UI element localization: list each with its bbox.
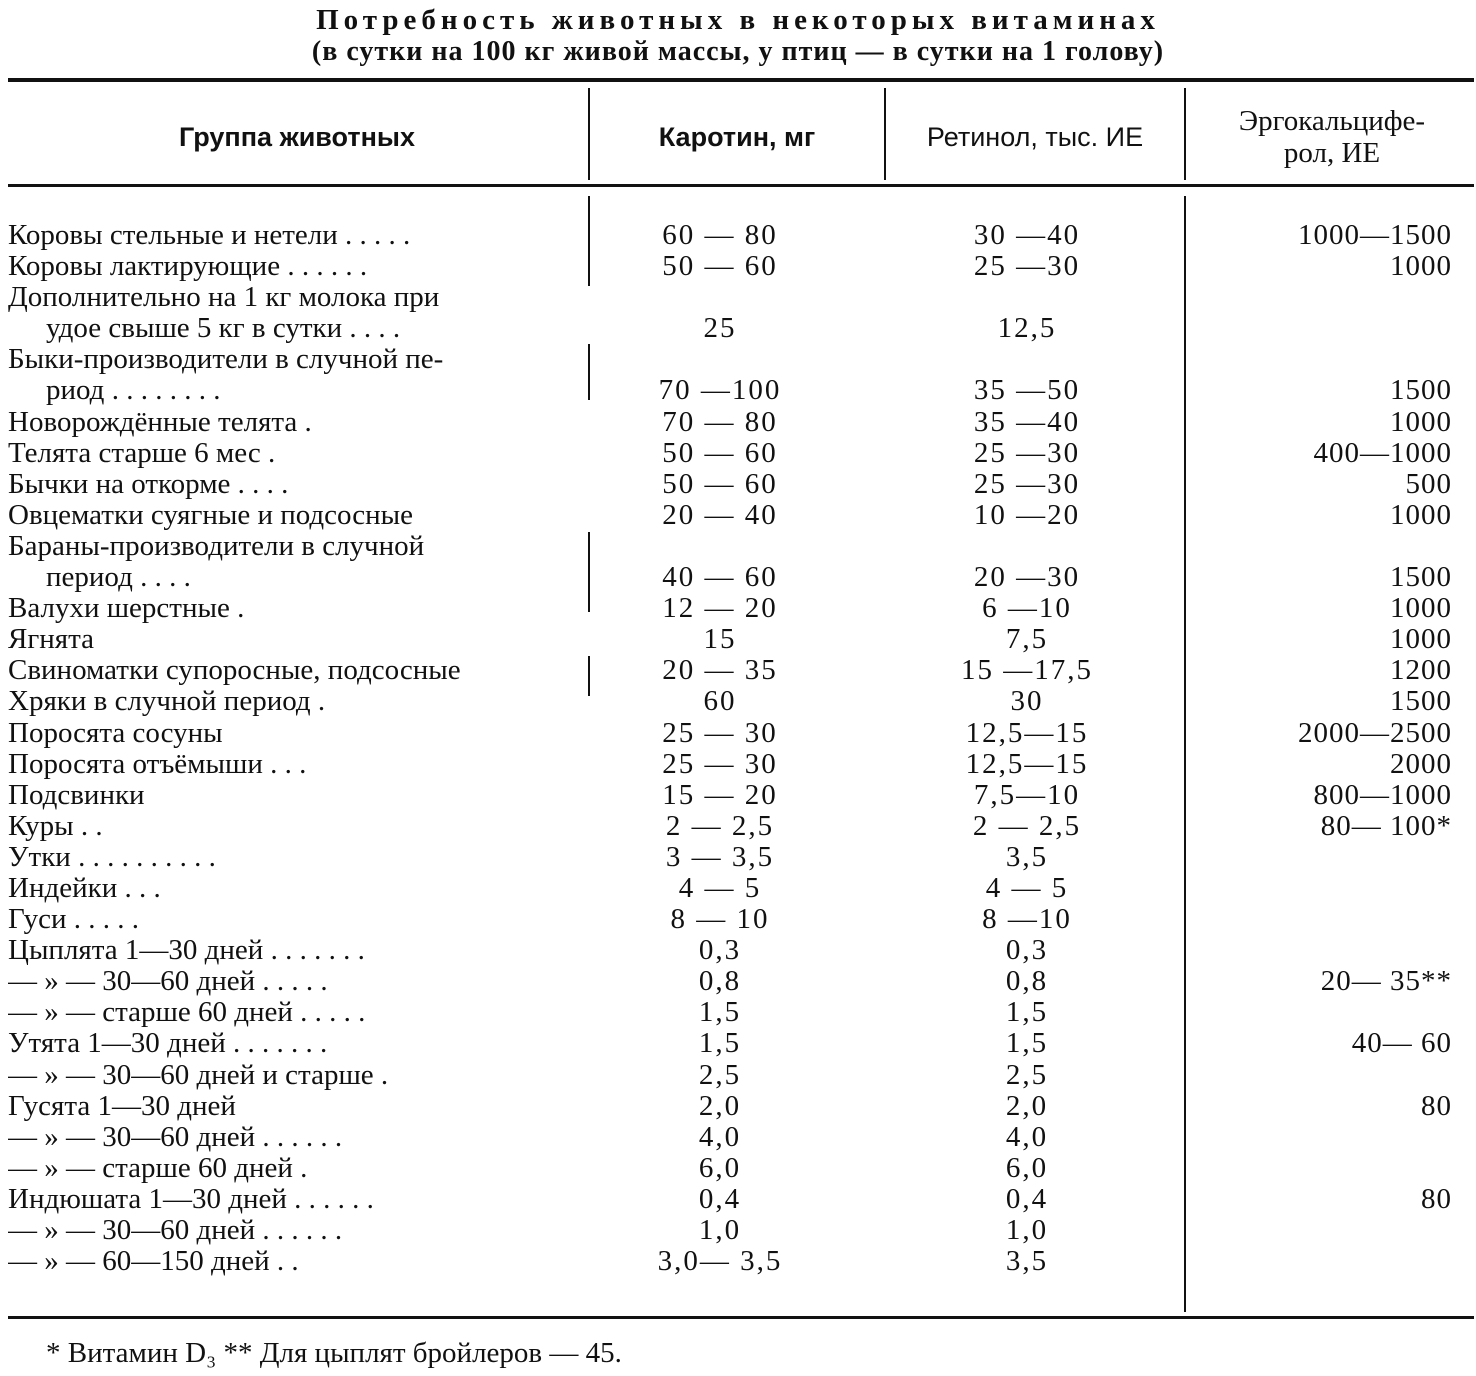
header-carotene: [592, 90, 882, 184]
row-ergocalciferol: 2000—2500: [1298, 716, 1452, 749]
row-retinol: 35 —40: [973, 405, 1081, 438]
table-row: [0, 749, 1476, 780]
page-title: Потребность животных в некоторых витаминах: [316, 4, 1160, 36]
table-row: [0, 1215, 1476, 1246]
row-ergocalciferol: 1200: [1390, 654, 1452, 687]
row-name: Бараны-производители в случной: [8, 530, 425, 562]
header-retinol-label: Ретинол, тыс. ИЕ: [926, 122, 1144, 152]
row-name: Утки . . . . . . . . . .: [8, 841, 216, 873]
row-retinol: 25 —30: [973, 467, 1081, 500]
row-carotene: 60: [703, 685, 737, 718]
row-name: Поросята отъёмыши . . .: [8, 748, 307, 780]
table-body: [0, 220, 1476, 1277]
row-retinol: 0,8: [1005, 965, 1049, 998]
table-row: [0, 438, 1476, 469]
row-name: — » — 30—60 дней . . . . .: [8, 966, 328, 998]
row-carotene: 4,0: [698, 1120, 742, 1153]
row-carotene: 2 — 2,5: [665, 809, 775, 842]
row-name: — » — старше 60 дней .: [8, 1152, 308, 1184]
header-ergocalciferol: [1188, 90, 1476, 184]
row-name: Овцематки суягные и подсосные: [8, 499, 414, 531]
row-retinol: 1,0: [1005, 1214, 1049, 1246]
table-top-rule: [8, 78, 1474, 82]
row-ergocalciferol: 80: [1421, 1182, 1452, 1215]
row-name: — » — 60—150 дней . .: [8, 1246, 299, 1278]
row-retinol: 0,3: [1005, 934, 1049, 967]
row-ergocalciferol: 20— 35**: [1320, 965, 1452, 998]
footnote: * Витамин D₃ ** Для цыплят бройлеров — 45.: [46, 1337, 622, 1369]
header-ergocalciferol-label: Эргокальцифе- рол, ИЕ: [1238, 105, 1426, 169]
header-group: [8, 90, 586, 184]
row-retinol: 15 —17,5: [961, 654, 1093, 687]
table-row: [0, 1091, 1476, 1122]
row-name: Дополнительно на 1 кг молока при: [8, 282, 440, 314]
row-carotene: 2,0: [698, 1089, 742, 1122]
row-ergocalciferol: 1000: [1390, 592, 1452, 625]
header-group-label: Группа животных: [179, 122, 415, 152]
table-row: [0, 904, 1476, 935]
row-retinol: 4,0: [1005, 1120, 1049, 1153]
row-name: Утята 1—30 дней . . . . . . .: [8, 1028, 328, 1060]
table-row: [0, 1153, 1476, 1184]
row-retinol: 1,5: [1005, 1027, 1049, 1060]
row-carotene: 1,0: [698, 1214, 742, 1246]
row-name: Индейки . . .: [8, 872, 161, 904]
row-ergocalciferol: 1500: [1390, 561, 1452, 594]
row-ergocalciferol: 1000: [1390, 250, 1452, 283]
table-row: [0, 966, 1476, 997]
table-row: [0, 842, 1476, 873]
row-retinol: 4 — 5: [985, 871, 1069, 904]
row-carotene: 2,5: [698, 1058, 742, 1091]
row-ergocalciferol: 1500: [1390, 374, 1452, 407]
row-ergocalciferol: 500: [1405, 467, 1452, 500]
row-carotene: 0,4: [698, 1182, 742, 1215]
row-ergocalciferol: 1000—1500: [1298, 219, 1452, 251]
table-row: [0, 1246, 1476, 1277]
row-carotene: 15 — 20: [662, 778, 778, 811]
row-name: Новорождённые телята .: [8, 406, 312, 438]
row-name: Индюшата 1—30 дней . . . . . .: [8, 1183, 374, 1215]
row-retinol: 12,5: [997, 312, 1057, 345]
row-carotene: 3 — 3,5: [665, 840, 775, 873]
row-retinol: 20 —30: [973, 561, 1081, 594]
row-retinol: 2 — 2,5: [972, 809, 1082, 842]
row-name: Куры . .: [8, 810, 103, 842]
row-retinol: 12,5—15: [965, 747, 1089, 780]
row-retinol: 0,4: [1005, 1182, 1049, 1215]
row-ergocalciferol: 1500: [1390, 685, 1452, 718]
row-carotene: 8 — 10: [670, 903, 770, 936]
row-retinol: 10 —20: [973, 498, 1081, 531]
row-carotene: 70 — 80: [662, 405, 778, 438]
row-carotene: 60 — 80: [662, 219, 778, 251]
row-name: Хряки в случной период .: [8, 686, 326, 718]
row-carotene: 4 — 5: [678, 871, 762, 904]
row-name: Коровы лактирующие . . . . . .: [8, 251, 368, 283]
table-bottom-rule: [8, 1316, 1474, 1319]
table-row: [0, 624, 1476, 655]
row-retinol: 30: [1010, 685, 1044, 718]
row-retinol: 3,5: [1005, 1245, 1049, 1278]
row-carotene: 50 — 60: [662, 467, 778, 500]
row-name: Гусята 1—30 дней: [8, 1090, 236, 1122]
row-carotene: 15: [703, 623, 737, 656]
row-retinol: 2,5: [1005, 1058, 1049, 1091]
table-row: [0, 469, 1476, 500]
table-row: [0, 655, 1476, 686]
table-row: [0, 780, 1476, 811]
row-ergocalciferol: 80: [1421, 1089, 1452, 1122]
row-carotene: 25: [703, 312, 737, 345]
row-name: Бычки на откорме . . . .: [8, 468, 289, 500]
row-name: Гуси . . . . .: [8, 904, 140, 936]
row-retinol: 7,5: [1005, 623, 1049, 656]
row-retinol: 25 —30: [973, 436, 1081, 469]
row-carotene: 1,5: [698, 1027, 742, 1060]
row-name: период . . . .: [46, 562, 191, 594]
row-carotene: 3,0— 3,5: [657, 1245, 783, 1278]
row-name: удое свыше 5 кг в сутки . . . .: [46, 313, 401, 345]
table-row: [0, 811, 1476, 842]
row-name: — » — старше 60 дней . . . . .: [8, 997, 366, 1029]
row-retinol: 2,0: [1005, 1089, 1049, 1122]
row-retinol: 1,5: [1005, 996, 1049, 1029]
row-name: Цыплята 1—30 дней . . . . . . .: [8, 935, 365, 967]
row-ergocalciferol: 40— 60: [1351, 1027, 1452, 1060]
row-retinol: 7,5—10: [973, 778, 1081, 811]
row-ergocalciferol: 400—1000: [1313, 436, 1452, 469]
row-carotene: 70 —100: [658, 374, 782, 407]
row-carotene: 20 — 35: [662, 654, 778, 687]
row-carotene: 25 — 30: [662, 747, 778, 780]
column-divider-2: [884, 88, 886, 180]
table-row: [0, 1122, 1476, 1153]
table-row: [0, 1184, 1476, 1215]
table-row: [0, 997, 1476, 1028]
table-row: [0, 935, 1476, 966]
row-name: риод . . . . . . . .: [46, 375, 221, 407]
row-retinol: 6,0: [1005, 1151, 1049, 1184]
header-carotene-label: Каротин, мг: [658, 122, 816, 152]
row-name: — » — 30—60 дней . . . . . .: [8, 1215, 343, 1246]
row-carotene: 6,0: [698, 1151, 742, 1184]
row-retinol: 6 —10: [982, 592, 1072, 625]
row-name: Валухи шерстные .: [8, 593, 245, 625]
row-retinol: 8 —10: [982, 903, 1072, 936]
table-row: [0, 686, 1476, 717]
table-row: [0, 220, 1476, 251]
row-carotene: 50 — 60: [662, 436, 778, 469]
row-name: Коровы стельные и нетели . . . . .: [8, 220, 411, 251]
table-row: [0, 718, 1476, 749]
header-bottom-rule: [8, 184, 1474, 187]
table-row: [0, 313, 1476, 344]
row-carotene: 12 — 20: [662, 592, 778, 625]
row-name: Телята старше 6 мес .: [8, 437, 276, 469]
row-ergocalciferol: 800—1000: [1313, 778, 1452, 811]
row-carotene: 20 — 40: [662, 498, 778, 531]
header-retinol: [888, 90, 1182, 184]
row-name: Подсвинки: [8, 779, 145, 811]
row-carotene: 0,8: [698, 965, 742, 998]
row-carotene: 40 — 60: [662, 561, 778, 594]
table-row: [0, 562, 1476, 593]
row-carotene: 25 — 30: [662, 716, 778, 749]
table-row: [0, 344, 1476, 375]
row-name: Быки-производители в случной пе-: [8, 344, 444, 376]
row-ergocalciferol: 1000: [1390, 405, 1452, 438]
column-divider-1: [588, 88, 590, 180]
table-row: [0, 282, 1476, 313]
row-name: Свиноматки супоросные, подсосные: [8, 655, 461, 687]
row-ergocalciferol: 2000: [1390, 747, 1452, 780]
table-row: [0, 531, 1476, 562]
table-row: [0, 1060, 1476, 1091]
table-row: [0, 1028, 1476, 1059]
table-row: [0, 593, 1476, 624]
table-row: [0, 407, 1476, 438]
row-ergocalciferol: 80— 100*: [1320, 809, 1452, 842]
row-ergocalciferol: 1000: [1390, 498, 1452, 531]
row-retinol: 35 —50: [973, 374, 1081, 407]
row-retinol: 12,5—15: [965, 716, 1089, 749]
table-row: [0, 375, 1476, 406]
table-row: [0, 500, 1476, 531]
page-subtitle: (в сутки на 100 кг живой массы, у птиц — в сутки на 1 голову): [311, 36, 1165, 67]
row-retinol: 30 —40: [973, 219, 1081, 251]
table-row: [0, 873, 1476, 904]
row-retinol: 25 —30: [973, 250, 1081, 283]
row-name: Ягнята: [8, 624, 94, 656]
column-divider-3: [1184, 88, 1186, 180]
row-carotene: 50 — 60: [662, 250, 778, 283]
row-name: — » — 30—60 дней и старше .: [8, 1059, 389, 1091]
table-row: [0, 251, 1476, 282]
row-carotene: 1,5: [698, 996, 742, 1029]
row-name: Поросята сосуны: [8, 717, 223, 749]
row-ergocalciferol: 1000: [1390, 623, 1452, 656]
row-name: — » — 30—60 дней . . . . . .: [8, 1121, 343, 1153]
row-carotene: 0,3: [698, 934, 742, 967]
row-retinol: 3,5: [1005, 840, 1049, 873]
